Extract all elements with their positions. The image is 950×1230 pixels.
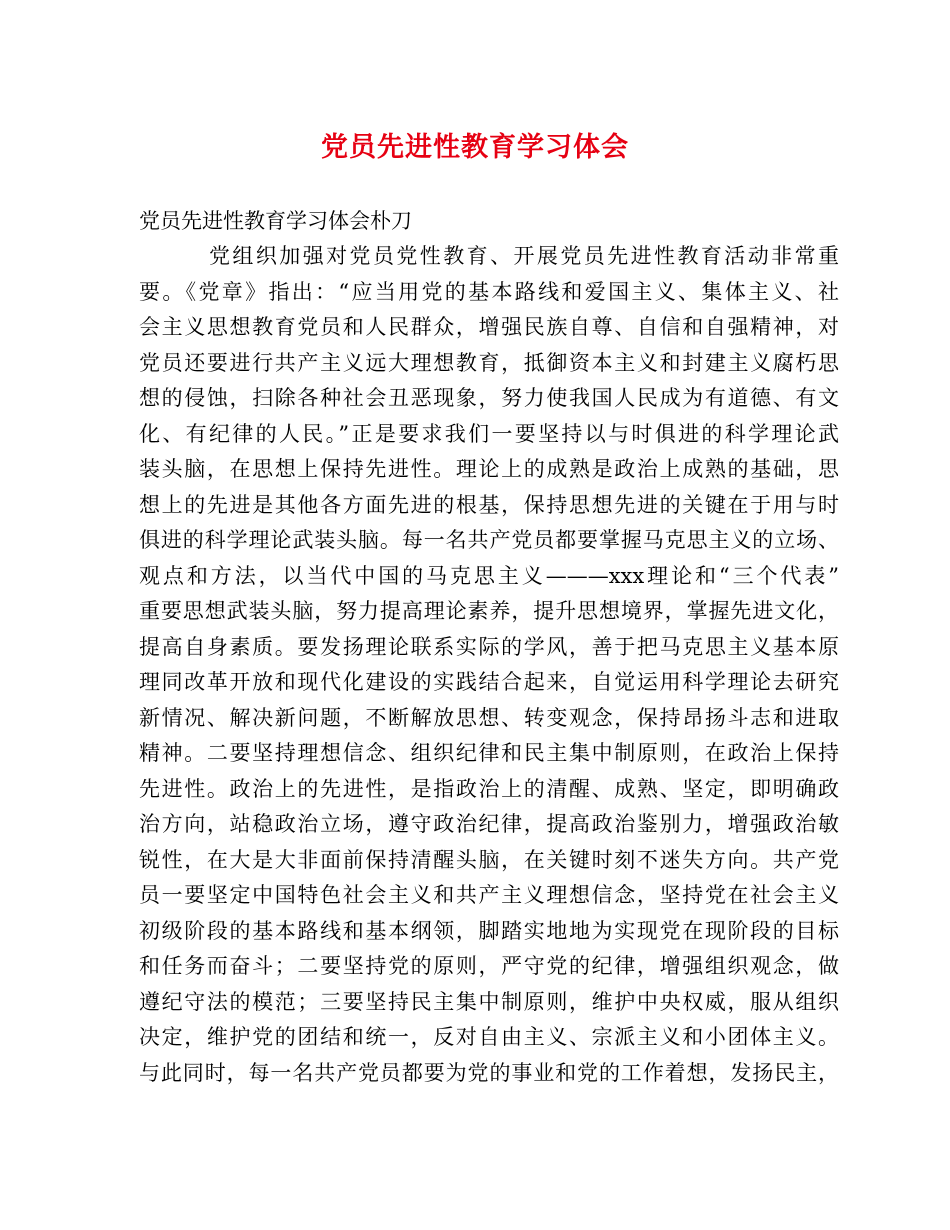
body-line: 重要思想武装头脑，努力提高理论素养，提升思想境界，掌握先进文化， <box>139 599 839 623</box>
body-line: 会主义思想教育党员和人民群众，增强民族自尊、自信和自强精神，对 <box>139 315 839 339</box>
body-line: 想的侵蚀，扫除各种社会丑恶现象，努力使我国人民成为有道德、有文 <box>139 386 839 410</box>
body-line: 俱进的科学理论武装头脑。每一名共产党员都要掌握马克思主义的立场、 <box>139 528 839 552</box>
body-line: 员一要坚定中国特色社会主义和共产主义理想信念，坚持党在社会主义 <box>139 883 839 907</box>
body-line: 新情况、解决新问题，不断解放思想、转变观念，保持昂扬斗志和进取 <box>139 705 839 730</box>
document-title: 党员先进性教育学习体会 <box>321 132 629 163</box>
body-line: 锐性，在大是大非面前保持清醒头脑，在关键时刻不迷失方向。共产党 <box>139 847 839 872</box>
document-subtitle: 党员先进性教育学习体会朴刀 <box>139 209 412 233</box>
body-line: 提高自身素质。要发扬理论联系实际的学风，善于把马克思主义基本原 <box>139 634 839 659</box>
body-line: 和任务而奋斗；二要坚持党的原则，严守党的纪律，增强组织观念，做 <box>139 954 839 978</box>
body-line: 化、有纪律的人民。”正是要求我们一要坚持以与时俱进的科学理论武 <box>139 421 839 446</box>
body-line: 党员还要进行共产主义远大理想教育，抵御资本主义和封建主义腐朽思 <box>139 350 839 375</box>
document-body <box>139 239 839 1091</box>
body-line: 要。《党章》指出：“应当用党的基本路线和爱国主义、集体主义、社 <box>139 279 839 304</box>
body-line: 精神。二要坚持理想信念、组织纪律和民主集中制原则，在政治上保持 <box>139 741 839 765</box>
body-line: 想上的先进是其他各方面先进的根基，保持思想先进的关键在于用与时 <box>139 492 839 517</box>
body-line: 观点和方法，以当代中国的马克思主义———xxx理论和“三个代表” <box>139 563 839 588</box>
body-line: 决定，维护党的团结和统一，反对自由主义、宗派主义和小团体主义。 <box>139 1025 839 1049</box>
body-line: 理同改革开放和现代化建设的实践结合起来，自觉运用科学理论去研究 <box>139 670 839 694</box>
body-line: 遵纪守法的模范；三要坚持民主集中制原则，维护中央权威，服从组织 <box>139 989 839 1014</box>
body-line: 先进性。政治上的先进性，是指政治上的清醒、成熟、坚定，即明确政 <box>139 776 839 801</box>
body-line: 与此同时，每一名共产党员都要为党的事业和党的工作着想，发扬民主， <box>139 1060 839 1085</box>
body-line: 初级阶段的基本路线和基本纲领，脚踏实地地为实现党在现阶段的目标 <box>139 918 839 943</box>
body-line: 治方向，站稳政治立场，遵守政治纪律，提高政治鉴别力，增强政治敏 <box>139 812 839 836</box>
body-line: 装头脑，在思想上保持先进性。理论上的成熟是政治上成熟的基础，思 <box>139 457 839 481</box>
body-line: 党组织加强对党员党性教育、开展党员先进性教育活动非常重 <box>209 244 839 268</box>
